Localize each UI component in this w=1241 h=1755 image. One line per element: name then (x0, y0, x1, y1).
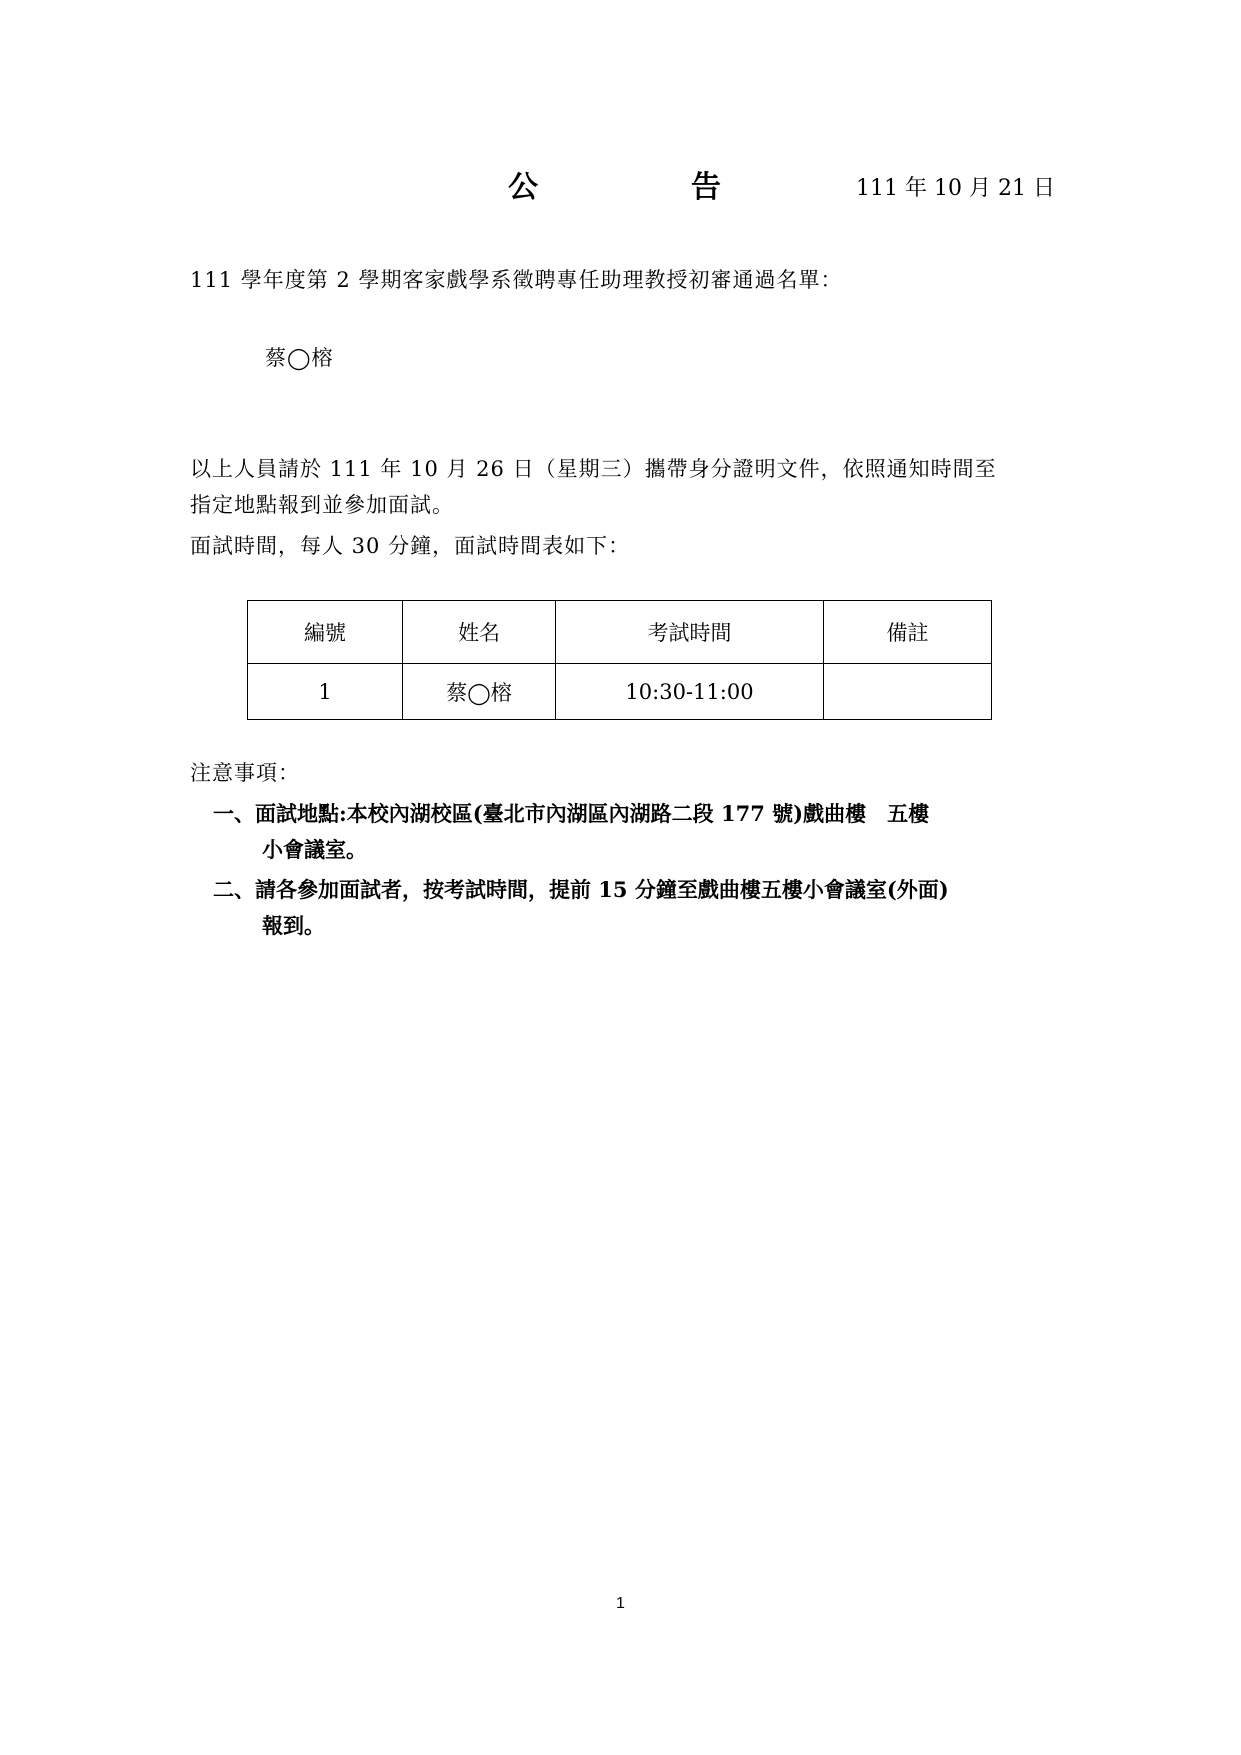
cell-number: 1 (248, 664, 403, 720)
instruction-line-2: 指定地點報到並參加面試。 (190, 493, 454, 517)
announcement-date: 111 年 10 月 21 日 (856, 176, 1055, 201)
candidate-name: 蔡◯榕 (265, 346, 334, 370)
table-row (248, 664, 992, 720)
list-heading: 111 學年度第 2 學期客家戲學系徵聘專任助理教授初審通過名單： (190, 268, 843, 292)
note-item-1-line-2: 小會議室。 (262, 837, 367, 862)
table-header-row (248, 601, 992, 664)
page-number: 1 (616, 1595, 625, 1612)
cell-exam-time: 10:30-11:00 (556, 664, 824, 720)
announcement-title-char-1: 公 (508, 170, 538, 205)
interview-duration-line: 面試時間，每人 30 分鐘，面試時間表如下： (190, 534, 631, 558)
cell-remarks (824, 664, 992, 720)
cell-name: 蔡◯榕 (403, 664, 556, 720)
note-item-1 (213, 796, 1053, 868)
header-remarks: 備註 (824, 601, 992, 664)
interview-schedule-table (247, 600, 992, 720)
instruction-line-1: 以上人員請於 111 年 10 月 26 日（星期三）攜帶身分證明文件，依照通知時間至 (190, 457, 997, 481)
note-item-2 (213, 872, 1053, 944)
header-number: 編號 (248, 601, 403, 664)
header-exam-time: 考試時間 (556, 601, 824, 664)
announcement-header (0, 168, 1241, 208)
note-item-2-line-2: 報到。 (262, 913, 325, 938)
notes-title: 注意事項： (190, 761, 300, 785)
note-item-1-line-1: 一、面試地點:本校內湖校區(臺北市內湖區內湖路二段 177 號)戲曲樓 五樓 (213, 801, 930, 826)
announcement-title-char-2: 告 (691, 170, 721, 205)
header-name: 姓名 (403, 601, 556, 664)
note-item-2-line-1: 二、請各參加面試者，按考試時間，提前 15 分鐘至戲曲樓五樓小會議室(外面) (213, 877, 949, 902)
